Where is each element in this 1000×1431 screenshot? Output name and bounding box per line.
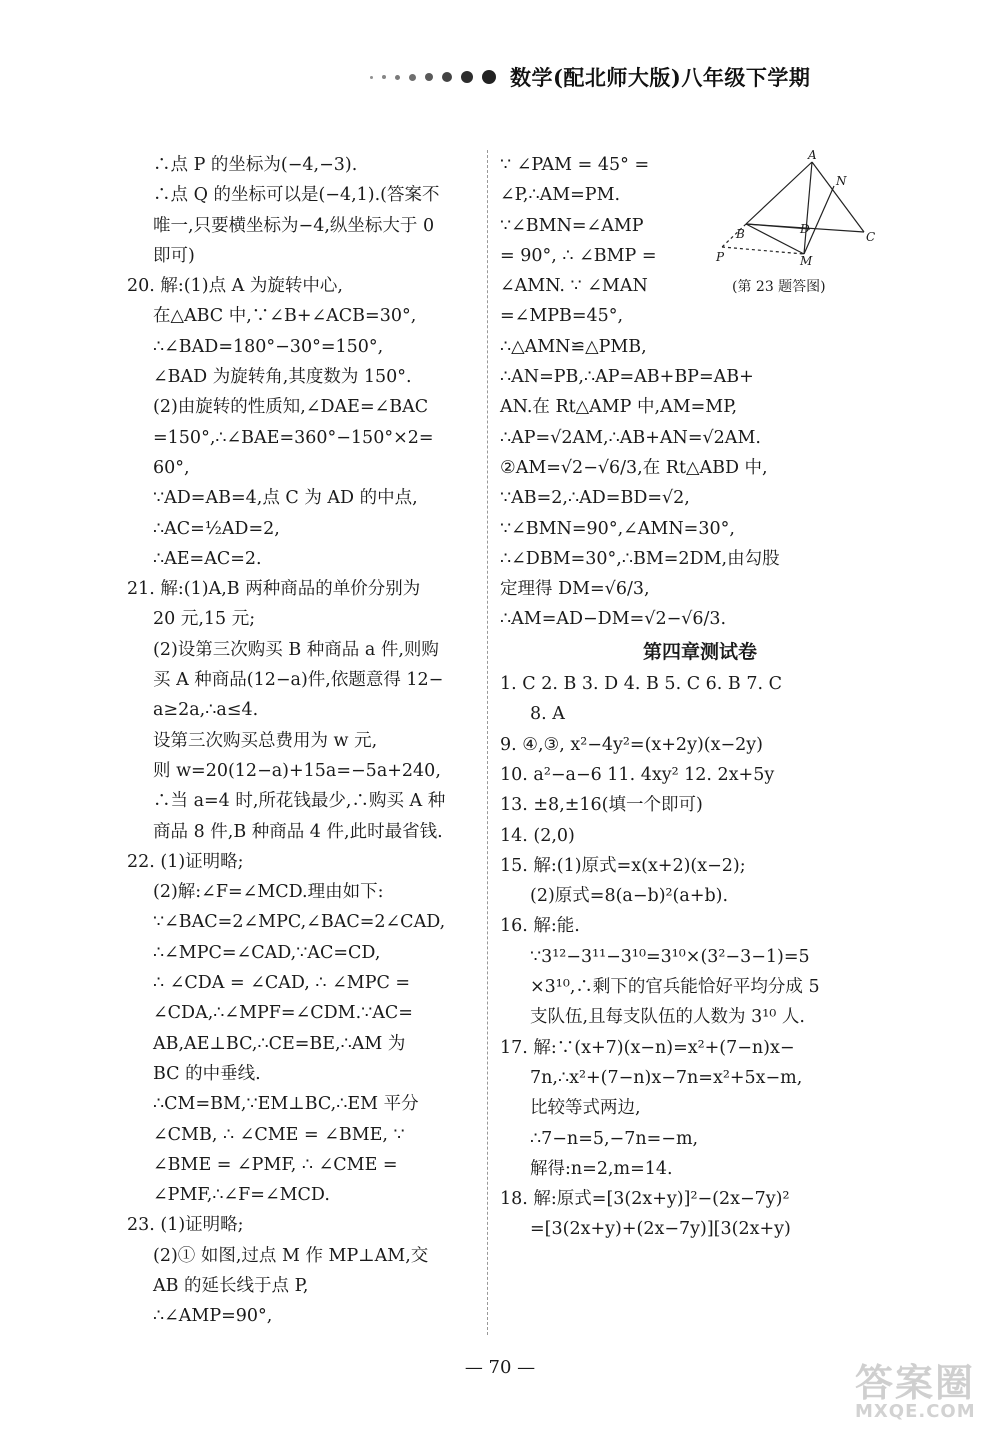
text-line: 22. (1)证明略; (127, 851, 244, 872)
text-line: 设第三次购买总费用为 w 元, (153, 730, 378, 751)
text-line: 支队伍,且每支队伍的人数为 3¹⁰ 人. (530, 1007, 805, 1028)
watermark-text: 答案圈 (855, 1361, 976, 1405)
text-line: ∴△AMN≌△PMB, (500, 336, 647, 357)
text-line: ∴7−n=5,−7n=−m, (530, 1128, 699, 1149)
text-line: 比较等式两边, (530, 1098, 641, 1119)
segment-ac (812, 162, 864, 232)
left-column (127, 150, 477, 1332)
watermark-url: MXQE.COM (855, 1401, 976, 1422)
label-n: N (836, 174, 847, 188)
text-line: ∵AB=2,∴AD=BD=√2, (500, 488, 690, 509)
page-number: — 70 — (464, 1357, 536, 1378)
dot-icon (482, 70, 496, 84)
dot-icon (461, 71, 473, 83)
text-line: ∠P,∴AM=PM. (500, 185, 621, 206)
figure-caption: (第 23 题答图) (732, 279, 826, 295)
text-line: ∴AP=√2AM,∴AB+AN=√2AM. (500, 427, 761, 448)
text-line: ∴点 Q 的坐标可以是(−4,1).(答案不 (153, 185, 440, 206)
text-line: 1. C 2. B 3. D 4. B 5. C 6. B 7. C (500, 674, 782, 695)
text-line: 在△ABC 中,∵∠B+∠ACB=30°, (153, 306, 417, 327)
text-line: 8. A (530, 704, 565, 725)
text-line: 15. 解:(1)原式=x(x+2)(x−2); (500, 855, 746, 876)
section-title: 第四章测试卷 (642, 640, 757, 663)
text-line: =[3(2x+y)+(2x−7y)][3(2x+y) (530, 1219, 791, 1240)
text-line: ∴当 a=4 时,所花钱最少,∴购买 A 种 (153, 791, 446, 812)
right-column (500, 150, 880, 1245)
text-line: 17. 解:∵(x+7)(x−n)=x²+(7−n)x− (500, 1037, 795, 1058)
text-line: ∴AE=AC=2. (153, 548, 262, 569)
text-line: ∴∠DBM=30°,∴BM=2DM,由勾股 (500, 548, 780, 569)
text-line: ∴AN=PB,∴AP=AB+BP=AB+ (500, 367, 754, 388)
label-d: D (800, 222, 810, 236)
text-line: ∵3¹²−3¹¹−3¹⁰=3¹⁰×(3²−3−1)=5 (530, 946, 810, 967)
watermark (855, 1352, 995, 1428)
dot-icon (442, 72, 452, 82)
text-line: ∵AD=AB=4,点 C 为 AD 的中点, (153, 488, 418, 509)
text-line: ∵ ∠PAM = 45° = (500, 155, 650, 175)
dot-icon (382, 75, 386, 79)
text-line: ∵∠BMN=∠AMP (500, 215, 644, 236)
label-b: B (736, 227, 745, 241)
text-line: a≥2a,∴a≤4. (153, 700, 259, 721)
right-column-bottom (500, 669, 880, 1245)
text-line: AN.在 Rt△AMP 中,AM=MP, (500, 397, 738, 418)
text-line: ×3¹⁰,∴剩下的官兵能恰好平均分成 5 (530, 977, 820, 998)
text-line: ∴ ∠CDA = ∠CAD, ∴ ∠MPC = (153, 973, 411, 994)
text-line: ∠PMF,∴∠F=∠MCD. (153, 1185, 330, 1206)
text-line: 14. (2,0) (500, 825, 575, 846)
header-title: 数学(配北师大版)八年级下学期 (510, 65, 811, 90)
text-line: (2)设第三次购买 B 种商品 a 件,则购 (153, 639, 439, 660)
text-line: 21. 解:(1)A,B 两种商品的单价分别为 (127, 579, 421, 600)
text-line: ∴CM=BM,∵EM⊥BC,∴EM 平分 (153, 1094, 419, 1115)
text-line: ∠AMN. ∵ ∠MAN (500, 276, 648, 297)
text-line: 定理得 DM=√6/3, (500, 579, 650, 600)
text-line: ∴点 P 的坐标为(−4,−3). (153, 155, 358, 175)
text-line: AB,AE⊥BC,∴CE=BE,∴AM 为 (153, 1033, 406, 1054)
text-line: ∠CDA,∴∠MPF=∠CDM.∵AC= (153, 1003, 413, 1024)
text-line: ∴∠BAD=180°−30°=150°, (153, 336, 384, 357)
segment-am (804, 162, 812, 254)
text-line: AB 的延长线于点 P, (153, 1275, 309, 1296)
text-line: =∠MPB=45°, (500, 306, 624, 327)
dot-icon (395, 75, 400, 80)
text-line: 18. 解:原式=[3(2x+y)]²−(2x−7y)² (500, 1189, 790, 1210)
label-m: M (800, 254, 813, 268)
text-line: 解得:n=2,m=14. (530, 1158, 673, 1179)
dot-icon (370, 76, 373, 79)
text-line: 买 A 种商品(12−a)件,依题意得 12− (153, 670, 444, 691)
text-line: ∵∠BMN=90°,∠AMN=30°, (500, 518, 735, 539)
text-line: 商品 8 件,B 种商品 4 件,此时最省钱. (153, 821, 443, 842)
text-line: 60°, (153, 457, 190, 478)
label-a: A (808, 148, 817, 162)
text-line: =150°,∴∠BAE=360°−150°×2= (153, 427, 434, 448)
text-line: (2)原式=8(a−b)²(a+b). (530, 886, 729, 907)
text-line: BC 的中垂线. (153, 1063, 261, 1084)
text-line: 即可) (153, 245, 195, 266)
text-line: (2)解:∠F=∠MCD.理由如下: (153, 882, 384, 903)
text-line: 7n,∴x²+(7−n)x−7n=x²+5x−m, (530, 1067, 803, 1088)
text-line: ∴∠AMP=90°, (153, 1306, 273, 1327)
text-line: (2)由旋转的性质知,∠DAE=∠BAC (153, 397, 429, 418)
text-line: 20. 解:(1)点 A 为旋转中心, (127, 276, 343, 297)
text-line: 20 元,15 元; (153, 609, 256, 630)
text-line: ②AM=√2−√6/3,在 Rt△ABD 中, (500, 457, 768, 478)
text-line: (2)① 如图,过点 M 作 MP⊥AM,交 (153, 1245, 429, 1266)
text-line: ∠BAD 为旋转角,其度数为 150°. (153, 367, 412, 388)
column-divider (487, 150, 488, 1335)
text-line: 23. (1)证明略; (127, 1215, 244, 1236)
text-line: 10. a²−a−6 11. 4xy² 12. 2x+5y (500, 764, 775, 785)
text-line: = 90°, ∴ ∠BMP = (500, 245, 657, 266)
text-line: ∴∠MPC=∠CAD,∵AC=CD, (153, 942, 381, 963)
text-line: ∠BME = ∠PMF, ∴ ∠CME = (153, 1154, 398, 1175)
dot-icon (409, 74, 416, 81)
label-p: P (716, 250, 725, 264)
text-line: 9. ④,③, x²−4y²=(x+2y)(x−2y) (500, 734, 763, 755)
figure-diagram (714, 150, 884, 275)
geometry-figure (714, 150, 884, 300)
decorative-dots (370, 70, 496, 84)
text-line: ∠CMB, ∴ ∠CME = ∠BME, ∵ (153, 1124, 405, 1145)
text-line: 唯一,只要横坐标为−4,纵坐标大于 0 (153, 215, 435, 236)
text-line: ∴AM=AD−DM=√2−√6/3. (500, 609, 727, 630)
text-line: 则 w=20(12−a)+15a=−5a+240, (153, 760, 441, 781)
dot-icon (425, 73, 433, 81)
page-header (370, 62, 890, 92)
text-line: ∴AC=½AD=2, (153, 518, 280, 539)
text-line: 13. ±8,±16(填一个即可) (500, 795, 703, 816)
segment-ab (746, 162, 812, 224)
text-line: ∵∠BAC=2∠MPC,∠BAC=2∠CAD, (153, 912, 446, 933)
text-line: 16. 解:能. (500, 916, 580, 937)
label-c: C (866, 230, 876, 244)
